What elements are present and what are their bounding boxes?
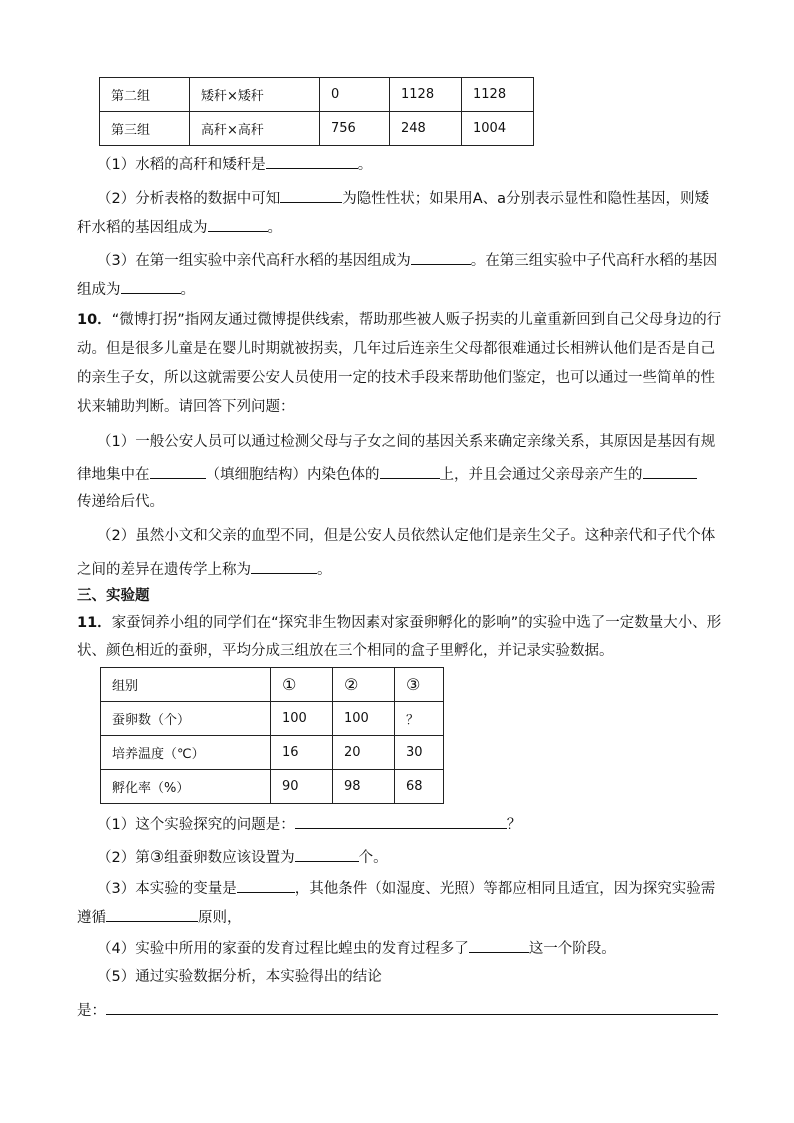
table-row [100, 78, 534, 112]
table-cell: 98 [333, 770, 395, 804]
table-row [101, 736, 444, 770]
table-cell: 68 [395, 770, 444, 804]
table-cell: 组别 [101, 668, 271, 702]
q10-sub1-line3: 传递给后代。 [77, 494, 164, 510]
q9-sub3-line1: （3）在第一组实验中亲代高秆水稻的基因组成为 。在第三组实验中子代高秆水稻的基因 [97, 248, 717, 271]
q10-stem-line4: 状来辅助判断。请回答下列问题： [77, 399, 295, 415]
silkworm-experiment-table [100, 667, 444, 804]
q11-stem-line2: 状、颜色相近的蚕卵，平均分成三组放在三个相同的盒子里孵化，并记录实验数据。 [77, 643, 614, 659]
table-cell: 1128 [390, 78, 462, 112]
answer-blank[interactable] [280, 186, 342, 203]
table-cell: 矮秆×矮秆 [190, 78, 320, 112]
table-cell: 蚕卵数（个） [101, 702, 271, 736]
answer-blank[interactable] [208, 215, 268, 232]
q10-sub2-line2: 之间的差异在遗传学上称为 。 [77, 557, 332, 580]
answer-blank[interactable] [106, 905, 198, 922]
table-cell: ③ [395, 668, 444, 702]
table-cell: 100 [271, 702, 333, 736]
q9-sub2-line2: 秆水稻的基因组成为 。 [77, 215, 282, 238]
answer-blank[interactable] [469, 936, 529, 953]
table-row [100, 112, 534, 146]
answer-blank[interactable] [643, 462, 697, 479]
rice-cross-table [99, 77, 534, 146]
table-row [101, 702, 444, 736]
table-cell: 第三组 [100, 112, 190, 146]
answer-blank[interactable] [380, 462, 440, 479]
q11-sub4: （4）实验中所用的家蚕的发育过程比蝗虫的发育过程多了 这一个阶段。 [97, 936, 616, 959]
table-cell: 0 [320, 78, 390, 112]
table-cell: 16 [271, 736, 333, 770]
q11-sub5-line1: （5）通过实验数据分析，本实验得出的结论 [97, 969, 382, 985]
table-cell: 孵化率（%） [101, 770, 271, 804]
answer-blank[interactable] [106, 998, 718, 1015]
table-cell: ① [271, 668, 333, 702]
table-cell: 1128 [462, 78, 534, 112]
q10-stem-line3: 的亲生子女，所以这就需要公安人员使用一定的技术手段来帮助他们鉴定，也可以通过一些简单的性 [77, 370, 715, 386]
table-row [101, 770, 444, 804]
table-cell: 756 [320, 112, 390, 146]
q11-sub3-line1: （3）本实验的变量是 ，其他条件（如湿度、光照）等都应相同且适宜，因为探究实验需 [97, 876, 715, 899]
table-cell: 248 [390, 112, 462, 146]
q9-sub1: （1）水稻的高秆和矮秆是 。 [97, 152, 372, 175]
answer-blank[interactable] [150, 462, 206, 479]
table-cell: 100 [333, 702, 395, 736]
table-cell: 90 [271, 770, 333, 804]
q11-sub3-line2: 遵循 原则， [77, 905, 242, 928]
table-cell: ？ [395, 702, 444, 736]
q10-sub2-line1: （2）虽然小文和父亲的血型不同，但是公安人员依然认定他们是亲生父子。这种亲代和子代个体 [97, 528, 716, 544]
section-title: 三、实验题 [77, 588, 150, 604]
q11-stem-line1: 11．家蚕饲养小组的同学们在“探究非生物因素对家蚕卵孵化的影响”的实验中选了一定数量大小、形 [77, 615, 722, 631]
q10-stem-line2: 动。但是很多儿童是在婴儿时期就被拐卖，几年过后连亲生父母都很难通过长相辨认他们是否是自己 [77, 341, 715, 357]
table-cell: 30 [395, 736, 444, 770]
table-cell: ② [333, 668, 395, 702]
table-cell: 高秆×高秆 [190, 112, 320, 146]
q10-stem-line1: 10．“微博打拐”指网友通过微博提供线索，帮助那些被人贩子拐卖的儿童重新回到自己父母身边的行 [77, 312, 722, 328]
q10-sub1-line2: 律地集中在 （填细胞结构）内染色体的 上，并且会通过父亲母亲产生的 [77, 462, 697, 485]
question-number: 10． [77, 312, 112, 328]
answer-blank[interactable] [266, 152, 358, 169]
table-cell: 第二组 [100, 78, 190, 112]
q11-sub1: （1）这个实验探究的问题是： ？ [97, 812, 521, 835]
answer-blank[interactable] [121, 277, 181, 294]
q9-sub3-line2: 组成为 。 [77, 277, 195, 300]
answer-blank[interactable] [237, 876, 295, 893]
question-number: 11． [77, 615, 112, 631]
answer-blank[interactable] [295, 812, 507, 829]
q9-sub2-line1: （2）分析表格的数据中可知 为隐性性状；如果用A、a分别表示显性和隐性基因，则矮 [97, 186, 709, 209]
answer-blank[interactable] [295, 845, 359, 862]
q10-sub1-line1: （1）一般公安人员可以通过检测父母与子女之间的基因关系来确定亲缘关系，其原因是基因有规 [97, 434, 716, 450]
table-cell: 20 [333, 736, 395, 770]
q11-sub5-line2: 是： [77, 998, 718, 1021]
table-row [101, 668, 444, 702]
table-cell: 1004 [462, 112, 534, 146]
answer-blank[interactable] [411, 248, 471, 265]
answer-blank[interactable] [251, 557, 317, 574]
table-cell: 培养温度（℃） [101, 736, 271, 770]
q11-sub2: （2）第③组蚕卵数应该设置为 个。 [97, 847, 388, 866]
